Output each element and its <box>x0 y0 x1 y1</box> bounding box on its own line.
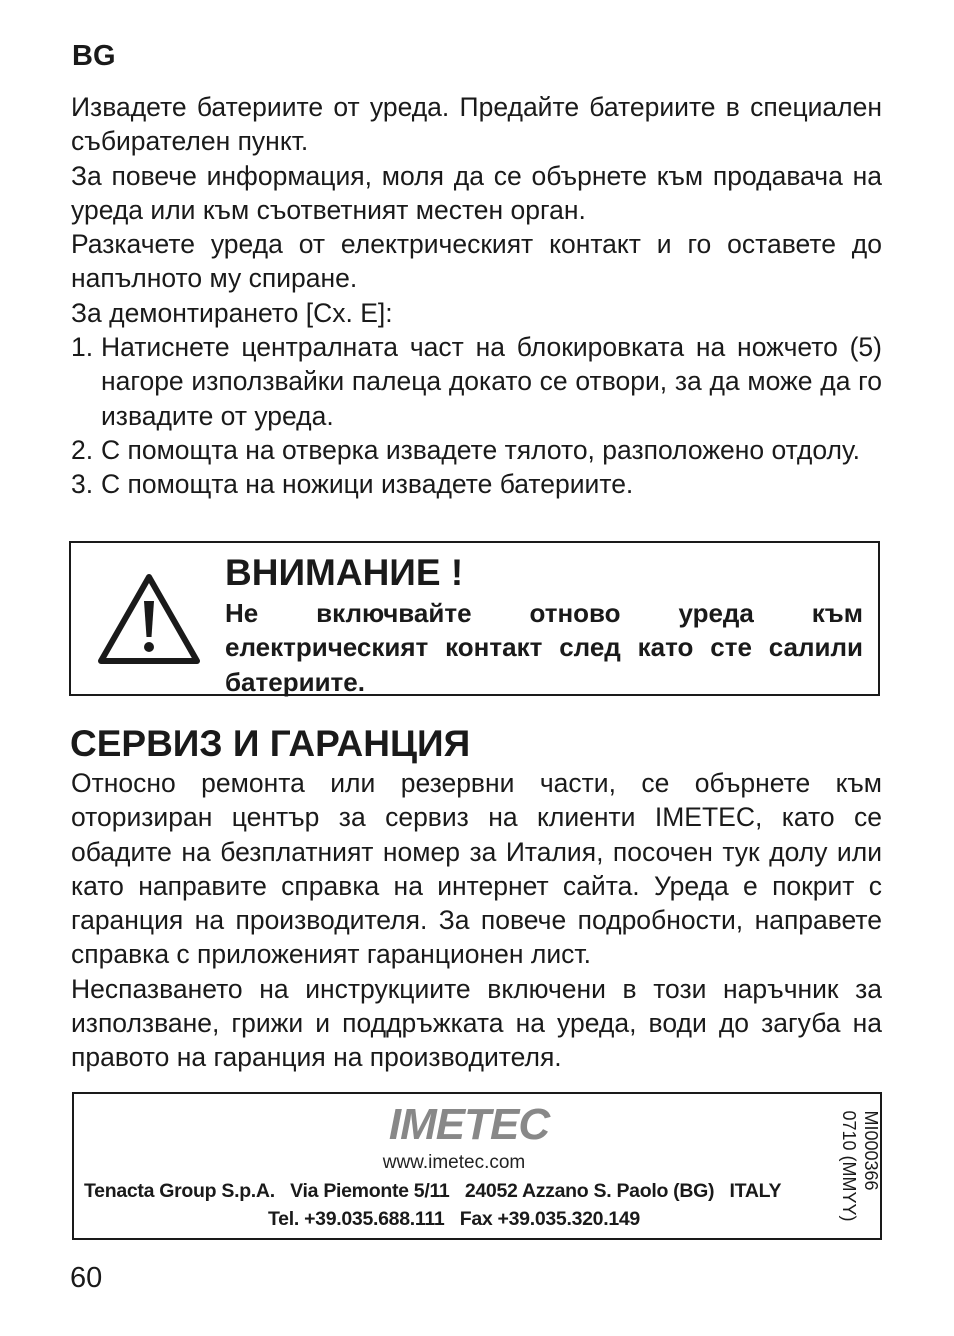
warning-text: Не включвайте отново уреда към електрическият контакт след като сте салили батериите. <box>225 598 863 697</box>
step-number: 1. <box>71 332 94 363</box>
phone-numbers: Tel. +39.035.688.111 Fax +39.035.320.149 <box>268 1208 640 1230</box>
language-code: BG <box>72 40 116 72</box>
list-item <box>71 433 882 467</box>
service-title: СЕРВИЗ И ГАРАНЦИЯ <box>70 723 471 764</box>
imetec-logo: IMETEC <box>388 1100 550 1149</box>
step-text: С помощта на отверка извадете тялото, разположено отдолу. <box>101 434 860 465</box>
list-item <box>71 330 882 433</box>
paragraph: За повече информация, моля да се обърнете към продавача на уреда или към съответният местен орган. <box>71 160 882 225</box>
document-code <box>832 1094 888 1238</box>
page-number: 60 <box>70 1262 103 1294</box>
step-number: 3. <box>71 469 94 500</box>
website: www.imetec.com <box>382 1152 526 1173</box>
paragraph: Относно ремонта или резервни части, се обърнете към оторизиран център за сервиз на клиенти IMETEC, като се обадите на безплатният номер за Италия, посочен тук долу или като направите справка на интернет сайта. Уреда е покрит с гаранция на производителя. За повече подробности, направете справка с приложеният гаранционен лист. <box>71 768 882 970</box>
disassembly-steps <box>71 330 882 501</box>
code-line: 0710 (MMYY) <box>839 1110 859 1222</box>
list-item <box>71 467 882 501</box>
paragraph: Извадете батериите от уреда. Предайте батериите в специален събирателен пункт. <box>71 92 882 157</box>
warning-title: ВНИМАНИЕ ! <box>225 552 464 593</box>
step-text: Натиснете централната част на блокировката на ножчето (5) нагоре използвайки палеца докато се отвори, за да може да го извадите от уреда. <box>101 332 882 431</box>
paragraph: Неспазването на инструкциите включени в този наръчник за използване, грижи и поддръжката на уреда, води до загуба на правото на гаранция на производителя. <box>71 973 882 1073</box>
code-line: MI000366 <box>861 1110 881 1191</box>
step-number: 2. <box>71 434 94 465</box>
paragraph: Разкачете уреда от електрическият контакт и го оставете до напълното му спиране. <box>71 229 882 294</box>
paragraph: За демонтирането [Сх. E]: <box>71 297 393 328</box>
contact-box <box>72 1092 882 1240</box>
intro-section <box>71 90 882 502</box>
service-section <box>71 766 882 1075</box>
step-text: С помощта на ножици извадете батериите. <box>101 469 634 500</box>
warning-triangle-icon <box>95 571 203 669</box>
company-address: Tenacta Group S.p.A. Via Piemonte 5/11 24052 Azzano S. Paolo (BG) ITALY <box>84 1180 782 1202</box>
warning-box <box>69 541 880 696</box>
